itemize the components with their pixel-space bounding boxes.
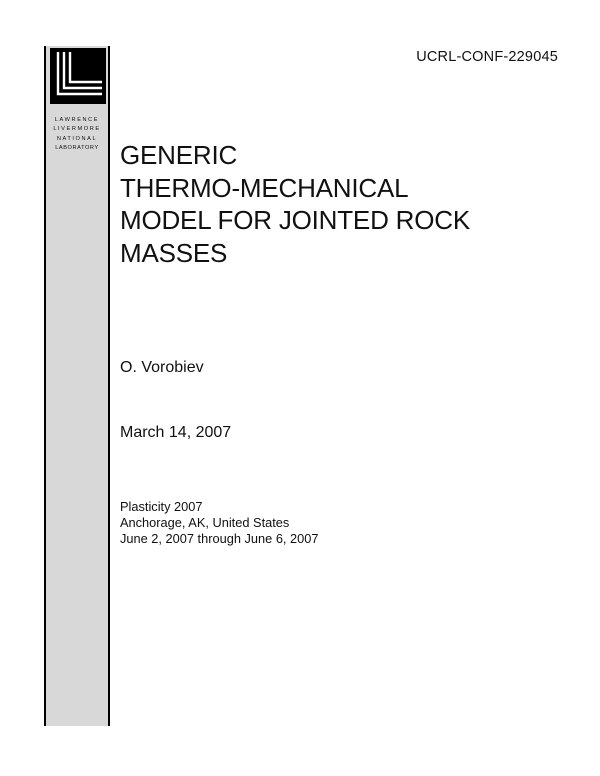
conference-line: June 2, 2007 through June 6, 2007 [120,531,319,546]
llnl-logo-icon [50,48,106,104]
title-line: GENERIC [120,140,238,170]
conference-line: Plasticity 2007 [120,499,203,514]
report-number: UCRL-CONF-229045 [416,49,558,65]
publication-date: March 14, 2007 [120,424,232,441]
conference-info [120,499,319,547]
title-line: THERMO-MECHANICAL [120,172,409,203]
title-line: MODEL FOR JOINTED ROCK [120,205,470,235]
document-title [120,139,560,269]
lab-name-line: LAWRENCE [54,117,100,123]
laboratory-name [46,116,108,154]
conference-line: Anchorage, AK, United States [120,515,290,530]
author-name: O. Vorobiev [120,359,204,376]
title-line: MASSES [120,237,228,268]
lab-name-line: LABORATORY [55,145,99,152]
lab-name-line: NATIONAL [56,135,98,142]
lab-name-line: LIVERMORE [53,126,101,133]
